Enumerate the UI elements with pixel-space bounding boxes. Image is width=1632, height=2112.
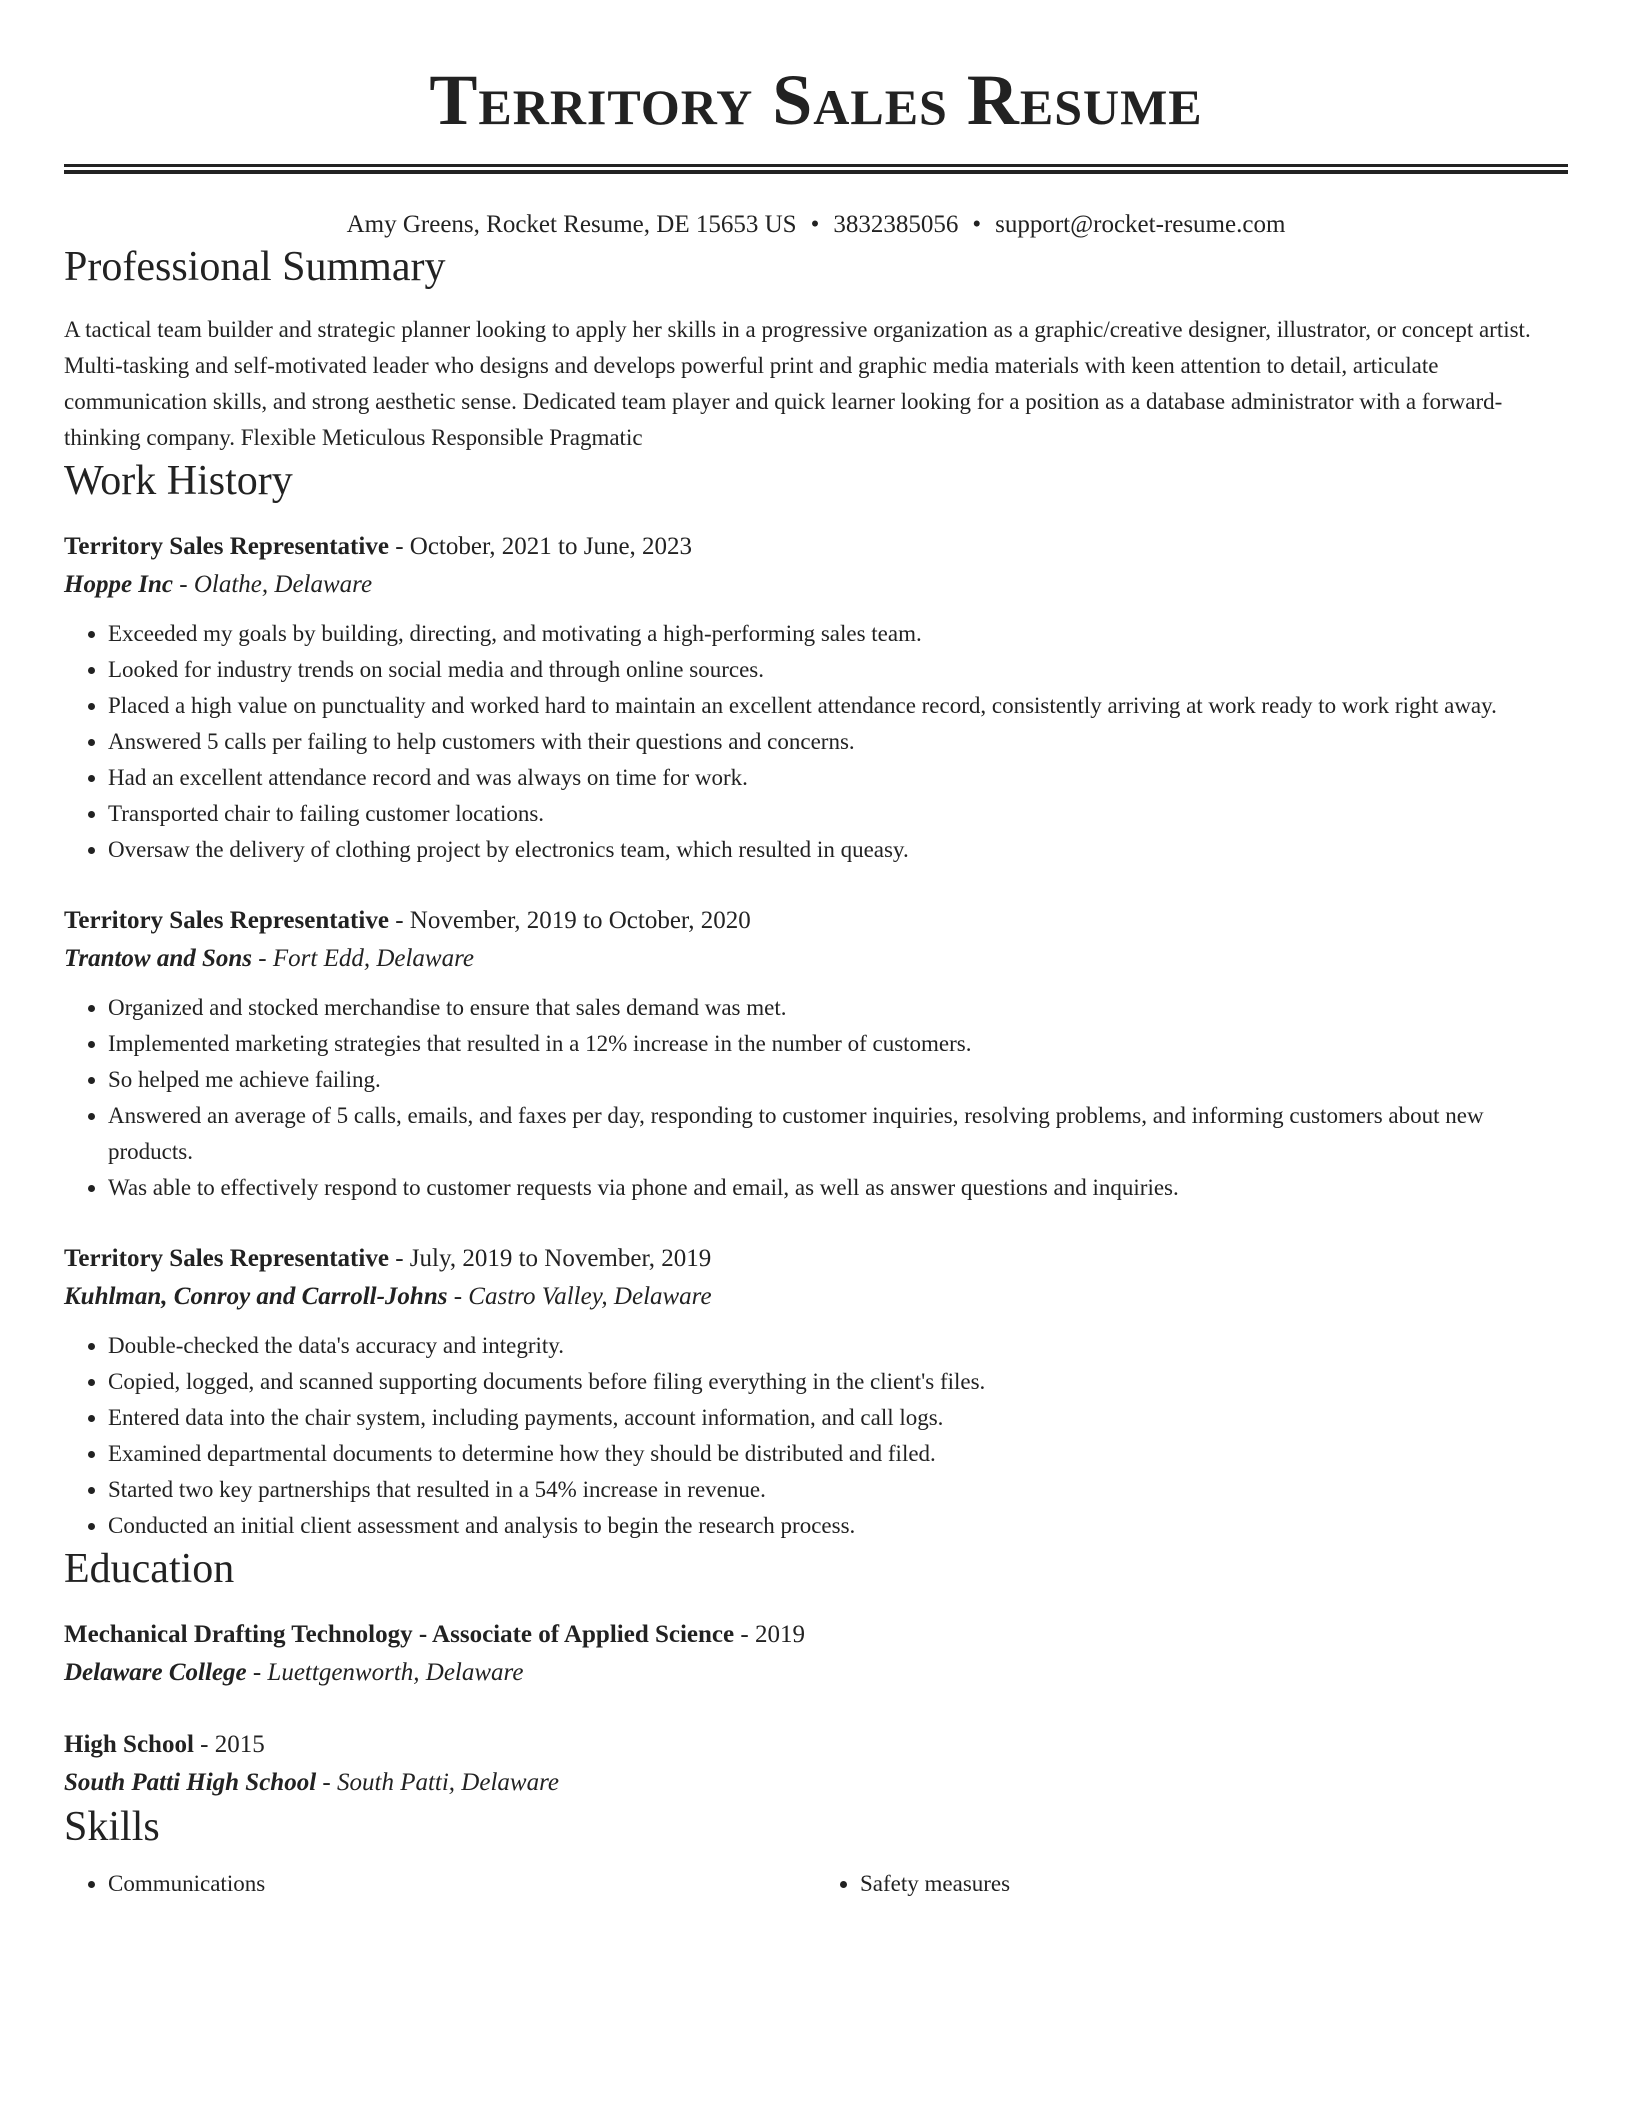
job-title-line: [64, 1240, 1568, 1278]
skills-column-left: [64, 1866, 816, 1902]
contact-separator: •: [972, 211, 982, 238]
degree-name: High School: [64, 1731, 194, 1758]
school-name: Delaware College: [64, 1659, 247, 1686]
job-title: Territory Sales Representative: [64, 533, 389, 560]
list-item: • Had an excellent attendance record and was always on time for work.: [108, 760, 1568, 796]
degree-year: - 2019: [734, 1621, 805, 1648]
job-title: Territory Sales Representative: [64, 1245, 389, 1272]
resume-title: Territory Sales Resume: [429, 60, 1203, 140]
job-entry: [64, 1240, 1568, 1544]
list-item: • Copied, logged, and scanned supporting documents before filing everything in the client's files.: [108, 1364, 1568, 1400]
degree-year: - 2015: [193, 1731, 265, 1758]
list-item: • Placed a high value on punctuality and worked hard to maintain an excellent attendance record, consistently arriving at work ready to work right away.: [108, 688, 1568, 724]
school-line: [64, 1764, 1568, 1802]
job-title-line: [64, 528, 1568, 566]
contact-phone: 3832385056: [833, 211, 959, 238]
list-item: • Oversaw the delivery of clothing project by electronics team, which resulted in queasy.: [108, 832, 1568, 868]
list-item: • Conducted an initial client assessment and analysis to begin the research process.: [108, 1508, 1568, 1544]
job-entry: [64, 902, 1568, 1206]
job-dates: - October, 2021 to June, 2023: [388, 533, 693, 560]
skills-heading: Skills: [64, 1804, 160, 1850]
company-location: - Fort Edd, Delaware: [252, 945, 475, 972]
contact-email: support@rocket-resume.com: [995, 211, 1286, 238]
list-item: • Organized and stocked merchandise to ensure that sales demand was met.: [108, 990, 1568, 1026]
contact-separator: •: [810, 211, 820, 238]
school-location: - South Patti, Delaware: [316, 1769, 559, 1796]
school-line: [64, 1654, 1568, 1692]
list-item: • Transported chair to failing customer locations.: [108, 796, 1568, 832]
list-item: • Examined departmental documents to determine how they should be distributed and filed.: [108, 1436, 1568, 1472]
title-divider: [64, 164, 1568, 174]
list-item: • Communications: [108, 1866, 816, 1902]
education-entry: [64, 1616, 1568, 1692]
skills-list: [64, 1866, 1568, 1902]
degree-line: [64, 1726, 1568, 1764]
education-heading: Education: [64, 1546, 235, 1592]
list-item: • So helped me achieve failing.: [108, 1062, 1568, 1098]
company-line: [64, 940, 1568, 978]
job-entry: [64, 528, 1568, 868]
list-item: • Answered an average of 5 calls, emails, and faxes per day, responding to customer inquiries, resolving problems, and informing customers about new products.: [108, 1098, 1568, 1170]
education-entry: [64, 1726, 1568, 1802]
list-item: • Started two key partnerships that resulted in a 54% increase in revenue.: [108, 1472, 1568, 1508]
list-item: • Was able to effectively respond to customer requests via phone and email, as well as answer questions and inquiries.: [108, 1170, 1568, 1206]
list-item: • Exceeded my goals by building, directing, and motivating a high-performing sales team.: [108, 616, 1568, 652]
work-history-heading: Work History: [64, 458, 293, 504]
company-line: [64, 566, 1568, 604]
job-title-line: [64, 902, 1568, 940]
summary-text: A tactical team builder and strategic planner looking to apply her skills in a progressive organization as a graphic/creative designer, illustrator, or concept artist. Multi-tasking and self-motivated leader who designs and develops powerful print and graphic media materials with keen attention to detail, articulate communication skills, and strong aesthetic sense. Dedicated team player and quick learner looking for a position as a database administrator with a forward-thinking company. Flexible Meticulous Responsible Pragmatic: [64, 317, 1531, 450]
job-bullets: [64, 1328, 1568, 1544]
school-location: - Luettgenworth, Delaware: [246, 1659, 524, 1686]
company-line: [64, 1278, 1568, 1316]
job-bullets: [64, 616, 1568, 868]
list-item: • Implemented marketing strategies that resulted in a 12% increase in the number of customers.: [108, 1026, 1568, 1062]
contact-address: Amy Greens, Rocket Resume, DE 15653 US: [346, 211, 797, 238]
job-title: Territory Sales Representative: [64, 907, 389, 934]
list-item: • Double-checked the data's accuracy and integrity.: [108, 1328, 1568, 1364]
summary-heading: Professional Summary: [64, 244, 446, 290]
list-item: • Entered data into the chair system, including payments, account information, and call logs.: [108, 1400, 1568, 1436]
job-dates: - July, 2019 to November, 2019: [388, 1245, 712, 1272]
company-location: - Olathe, Delaware: [173, 571, 373, 598]
school-name: South Patti High School: [64, 1769, 317, 1796]
degree-line: [64, 1616, 1568, 1654]
company-name: Trantow and Sons: [64, 945, 253, 972]
job-dates: - November, 2019 to October, 2020: [388, 907, 751, 934]
list-item: • Safety measures: [860, 1866, 1568, 1902]
company-name: Kuhlman, Conroy and Carroll-Johns: [64, 1283, 448, 1310]
job-bullets: [64, 990, 1568, 1206]
degree-name: Mechanical Drafting Technology - Associate of Applied Science: [64, 1621, 735, 1648]
skills-column-right: [816, 1866, 1568, 1902]
list-item: • Looked for industry trends on social media and through online sources.: [108, 652, 1568, 688]
contact-line: [64, 208, 1568, 242]
list-item: • Answered 5 calls per failing to help customers with their questions and concerns.: [108, 724, 1568, 760]
company-name: Hoppe Inc: [64, 571, 174, 598]
company-location: - Castro Valley, Delaware: [447, 1283, 712, 1310]
